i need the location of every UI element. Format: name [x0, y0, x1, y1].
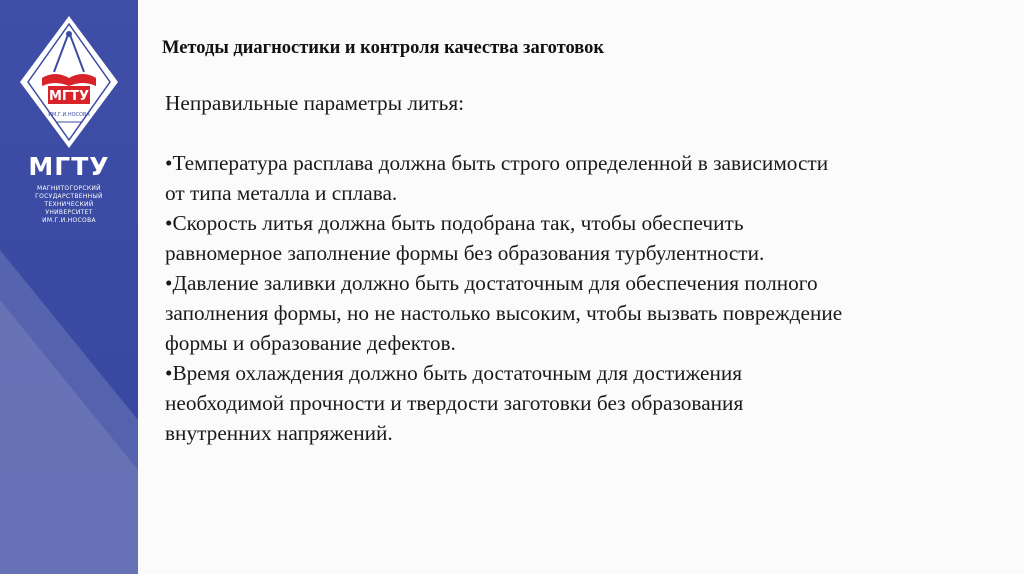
spacer [165, 118, 1010, 148]
bullet-line: •Время охлаждения должно быть достаточным для достижения [165, 361, 743, 385]
bullet-line: от типа металла и сплава. [165, 181, 398, 205]
university-name-line: ГОСУДАРСТВЕННЫЙ [35, 193, 103, 200]
bullet-line: равномерное заполнение формы без образования турбулентности. [165, 241, 765, 265]
university-emblem-icon [18, 14, 120, 150]
svg-text:ИМ.Г.И.НОСОВА: ИМ.Г.И.НОСОВА [48, 112, 90, 118]
bullet-line: внутренних напряжений. [165, 421, 393, 445]
bullet-line: заполнения формы, но не настолько высоким, чтобы вызвать повреждение [165, 301, 843, 325]
slide-title: Методы диагностики и контроля качества заготовок [162, 38, 605, 58]
intro-text: Неправильные параметры литья: [165, 91, 465, 115]
university-name-line: ТЕХНИЧЕСКИЙ [44, 201, 94, 208]
university-name-line: ИМ.Г.И.НОСОВА [42, 217, 96, 224]
svg-text:МГТУ: МГТУ [48, 89, 90, 104]
university-short-name: МГТУ [28, 152, 110, 181]
university-name-line: УНИВЕРСИТЕТ [45, 209, 93, 216]
university-name-line: МАГНИТОГОРСКИЙ [37, 185, 101, 192]
bullet-line: •Скорость литья должна быть подобрана так, чтобы обеспечить [165, 211, 744, 235]
university-full-name [0, 185, 138, 225]
bullet-line: •Давление заливки должно быть достаточным для обеспечения полного [165, 271, 818, 295]
sidebar [0, 0, 138, 574]
bullet-line: формы и образование дефектов. [165, 331, 456, 355]
slide-body [165, 88, 1010, 448]
bullet-line: •Температура расплава должна быть строго определенной в зависимости [165, 151, 829, 175]
bullet-line: необходимой прочности и твердости заготовки без образования [165, 391, 744, 415]
